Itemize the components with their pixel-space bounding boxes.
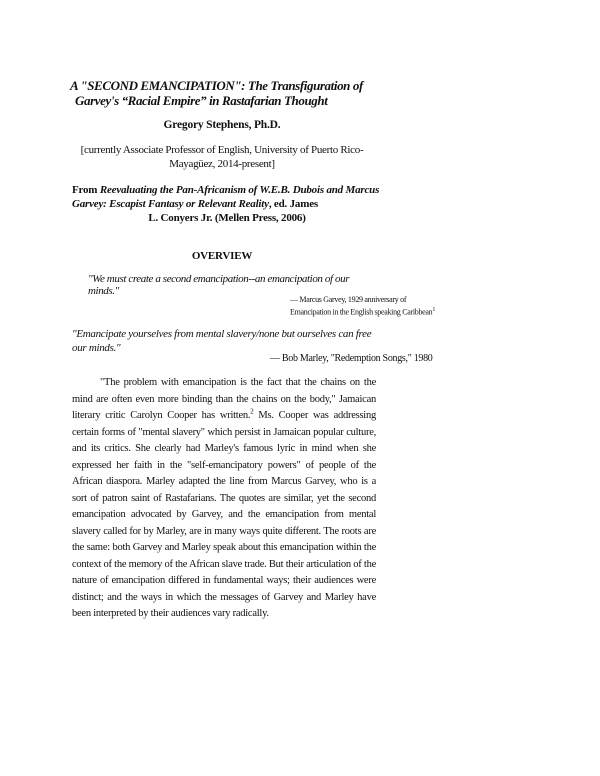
source-editor-prefix: , ed. James: [268, 198, 318, 210]
author-name: Gregory Stephens, Ph.D.: [163, 119, 281, 131]
title-line-2: Garvey's “Racial Empire” in Rastafarian Thought: [75, 93, 328, 108]
epigraph-garvey-quote: "We must create a second emancipation--an emancipation of our minds.": [88, 273, 350, 297]
source-citation: [72, 183, 382, 225]
body-paragraph: [72, 375, 376, 623]
epigraph-marley-quote: "Emancipate yourselves from mental slavery/none but ourselves can free our minds.": [72, 328, 372, 354]
author-affiliation: [currently Associate Professor of English, University of Puerto Rico-Mayagüez, 2014-present]: [80, 144, 364, 170]
title-line-1: A "SECOND EMANCIPATION": The Transfiguration of: [70, 78, 363, 93]
source-prefix: From: [72, 184, 100, 196]
article-title: [70, 78, 390, 108]
epigraph-garvey-attribution: [290, 294, 436, 318]
attribution-line-2: Emancipation in the English speaking Caribbean: [290, 307, 433, 317]
section-heading: OVERVIEW: [191, 250, 253, 262]
source-book-title: Reevaluating the Pan-Africanism of W.E.B. Dubois and Marcus Garvey: Escapist Fantasy or Relevant Reality: [72, 184, 380, 210]
footnote-marker[interactable]: 1: [432, 307, 436, 313]
source-editor-line: L. Conyers Jr. (Mellen Press, 2006): [148, 212, 306, 224]
body-text-part-2: Ms. Cooper was addressing certain forms of "mental slavery" which persist in Jamaican popular culture, and its critics. She clearly had Marley's famous lyric in mind when she expressed her faith in the "self-emancipatory powers" of people of the African diaspora. Marley adapted the line from Marcus Garvey, who is a sort of patron saint of Rastafarians. The quotes are similar, yet the second emancipation advocated by Garvey, and the emancipation from mental slavery called for by Marley, are in many ways quite different. The roots are the same: both Garvey and Marley speak about this emancipation within the context of the memory of the African slave trade. But their articulation of the nature of emancipation differed in fundamental ways; their audiences were distinct; and the ways in which the messages of Garvey and Marley have been interpreted by their audiences vary radically.: [72, 410, 376, 619]
footnote-marker[interactable]: 2: [250, 407, 254, 416]
attribution-line-1: — Marcus Garvey, 1929 anniversary of: [290, 295, 407, 304]
body-text-part-1: "The problem with emancipation is the fact that the chains on the mind are often even more binding than the chains on the body," Jamaican literary critic Carolyn Cooper has written.: [72, 377, 376, 421]
epigraph-marley-attribution: — Bob Marley, "Redemption Songs," 1980: [270, 353, 433, 364]
